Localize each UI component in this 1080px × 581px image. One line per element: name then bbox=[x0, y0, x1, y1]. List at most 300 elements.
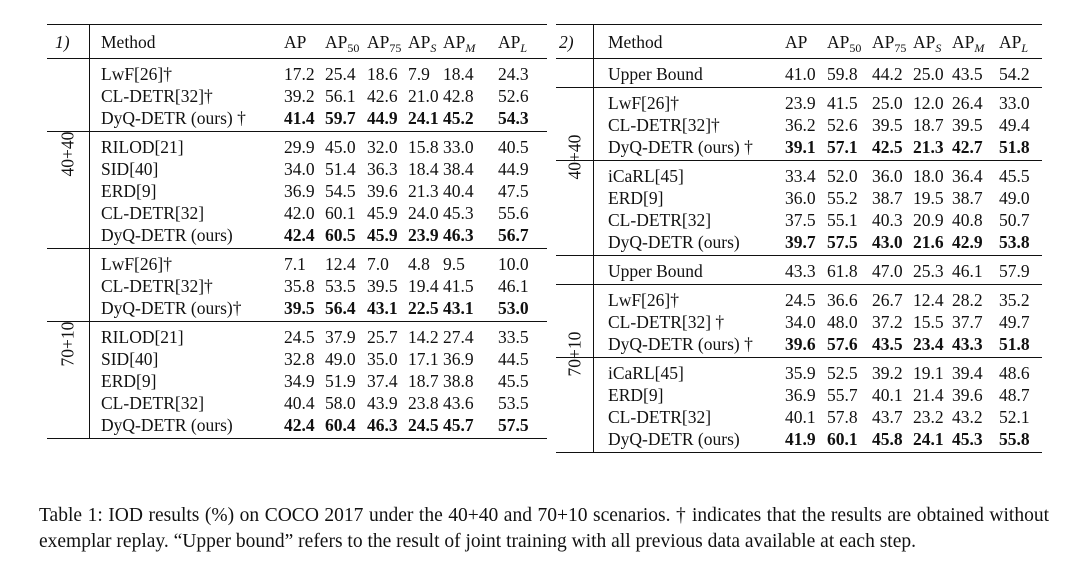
table-row bbox=[556, 406, 1042, 428]
ap50-value: 48.0 bbox=[827, 312, 858, 332]
apm-value: 27.4 bbox=[443, 327, 474, 347]
method-column-header: Method bbox=[101, 32, 156, 52]
ap50-value: 54.5 bbox=[325, 181, 356, 201]
apm-value: 43.3 bbox=[952, 334, 983, 354]
ap-value: 42.4 bbox=[284, 415, 315, 435]
aps-value: 24.0 bbox=[408, 203, 439, 223]
scenario-label: 70+10 bbox=[57, 321, 78, 366]
apm-value: 43.6 bbox=[443, 393, 474, 413]
ap75-header-subscript: 75 bbox=[894, 41, 907, 55]
method-name: DyQ-DETR (ours) bbox=[608, 232, 740, 252]
ap50-value: 51.4 bbox=[325, 159, 356, 179]
ap75-value: 43.0 bbox=[872, 232, 903, 252]
ap50-value: 49.0 bbox=[325, 349, 356, 369]
ap-value: 35.9 bbox=[785, 363, 816, 383]
aps-value: 18.4 bbox=[408, 159, 439, 179]
ap75-header-subscript: 75 bbox=[389, 41, 402, 55]
aps-value: 14.2 bbox=[408, 327, 439, 347]
table-row bbox=[556, 428, 1042, 450]
ap-value: 34.0 bbox=[284, 159, 315, 179]
aps-value: 17.1 bbox=[408, 349, 439, 369]
apm-header-subscript: M bbox=[465, 41, 476, 55]
apm-value: 39.5 bbox=[952, 115, 983, 135]
apl-value: 35.2 bbox=[999, 290, 1030, 310]
apm-value: 9.5 bbox=[443, 254, 465, 274]
ap75-value: 44.2 bbox=[872, 64, 903, 84]
apm-value: 46.1 bbox=[952, 261, 983, 281]
table-row bbox=[556, 136, 1042, 158]
method-name: CL-DETR[32] bbox=[101, 203, 205, 223]
aps-value: 4.8 bbox=[408, 254, 430, 274]
ap-value: 42.4 bbox=[284, 225, 315, 245]
ap75-value: 39.6 bbox=[367, 181, 398, 201]
apl-value: 49.0 bbox=[999, 188, 1030, 208]
aps-column-header bbox=[913, 32, 942, 55]
table-caption: Table 1: IOD results (%) on COCO 2017 under the 40+40 and 70+10 scenarios. † indicates that the results are obtained without exemplar replay. “Upper bound” refers to the result of joint training with all previous data available at each step. bbox=[39, 504, 1049, 552]
method-name: DyQ-DETR (ours) bbox=[608, 429, 740, 449]
ap-value: 41.9 bbox=[785, 429, 816, 449]
apm-column-header bbox=[443, 32, 476, 55]
aps-value: 20.9 bbox=[913, 210, 944, 230]
table-header-row bbox=[47, 25, 547, 58]
apl-value: 52.6 bbox=[498, 86, 529, 106]
aps-value: 21.3 bbox=[408, 181, 439, 201]
table-row bbox=[556, 165, 1042, 187]
apl-column-header bbox=[498, 32, 528, 55]
ap-value: 34.9 bbox=[284, 371, 315, 391]
ap50-value: 12.4 bbox=[325, 254, 356, 274]
table-index-label: 1) bbox=[55, 32, 70, 52]
table-row bbox=[556, 92, 1042, 114]
apm-value: 45.7 bbox=[443, 415, 474, 435]
apl-value: 47.5 bbox=[498, 181, 529, 201]
table-row bbox=[556, 311, 1042, 333]
ap-value: 41.0 bbox=[785, 64, 816, 84]
ap50-value: 52.5 bbox=[827, 363, 858, 383]
apl-value: 52.1 bbox=[999, 407, 1030, 427]
ap50-header-base: AP bbox=[827, 32, 850, 52]
ap50-value: 60.5 bbox=[325, 225, 356, 245]
table-row bbox=[556, 63, 1042, 85]
apm-value: 42.7 bbox=[952, 137, 983, 157]
apl-value: 50.7 bbox=[999, 210, 1030, 230]
apl-value: 55.6 bbox=[498, 203, 529, 223]
apl-value: 49.4 bbox=[999, 115, 1030, 135]
apl-value: 44.9 bbox=[498, 159, 529, 179]
apl-value: 45.5 bbox=[999, 166, 1030, 186]
aps-value: 24.1 bbox=[913, 429, 944, 449]
table-row bbox=[556, 231, 1042, 253]
aps-value: 18.0 bbox=[913, 166, 944, 186]
apm-header-base: AP bbox=[952, 32, 975, 52]
ap-value: 39.2 bbox=[284, 86, 315, 106]
ap50-value: 58.0 bbox=[325, 393, 356, 413]
method-name: RILOD[21] bbox=[101, 137, 184, 157]
ap50-value: 41.5 bbox=[827, 93, 858, 113]
ap75-value: 45.9 bbox=[367, 203, 398, 223]
ap-value: 36.9 bbox=[785, 385, 816, 405]
apm-value: 46.3 bbox=[443, 225, 474, 245]
ap50-value: 25.4 bbox=[325, 64, 356, 84]
apl-header-subscript: L bbox=[1021, 41, 1029, 55]
scenario-block bbox=[47, 59, 547, 248]
aps-value: 19.1 bbox=[913, 363, 944, 383]
ap-value: 41.4 bbox=[284, 108, 315, 128]
method-name: ERD[9] bbox=[101, 371, 157, 391]
ap-value: 24.5 bbox=[284, 327, 315, 347]
ap-value: 39.6 bbox=[785, 334, 816, 354]
aps-header-base: AP bbox=[913, 32, 936, 52]
apl-value: 57.9 bbox=[999, 261, 1030, 281]
ap-column-header: AP bbox=[785, 32, 808, 52]
ap75-header-base: AP bbox=[367, 32, 390, 52]
apl-value: 46.1 bbox=[498, 276, 529, 296]
table-row bbox=[556, 260, 1042, 282]
apm-value: 36.4 bbox=[952, 166, 983, 186]
ap50-value: 51.9 bbox=[325, 371, 356, 391]
method-name: CL-DETR[32]† bbox=[101, 86, 213, 106]
method-group bbox=[47, 59, 547, 131]
method-group bbox=[556, 256, 1042, 284]
table-row bbox=[47, 392, 547, 414]
ap75-value: 25.7 bbox=[367, 327, 398, 347]
scenario-block bbox=[556, 256, 1042, 452]
ap-value: 24.5 bbox=[785, 290, 816, 310]
method-name: DyQ-DETR (ours) bbox=[101, 415, 233, 435]
ap50-value: 59.7 bbox=[325, 108, 356, 128]
aps-value: 25.0 bbox=[913, 64, 944, 84]
results-table-1 bbox=[47, 24, 547, 439]
ap75-value: 18.6 bbox=[367, 64, 398, 84]
ap75-column-header bbox=[367, 32, 402, 55]
ap-value: 42.0 bbox=[284, 203, 315, 223]
ap50-value: 45.0 bbox=[325, 137, 356, 157]
ap-value: 39.5 bbox=[284, 298, 315, 318]
aps-value: 19.4 bbox=[408, 276, 439, 296]
apl-value: 24.3 bbox=[498, 64, 529, 84]
table-row bbox=[47, 370, 547, 392]
aps-value: 23.8 bbox=[408, 393, 439, 413]
column-separator bbox=[89, 25, 90, 58]
table-row bbox=[47, 224, 547, 246]
ap-value: 36.2 bbox=[785, 115, 816, 135]
aps-value: 21.4 bbox=[913, 385, 944, 405]
ap-value: 39.1 bbox=[785, 137, 816, 157]
apm-value: 42.8 bbox=[443, 86, 474, 106]
ap75-value: 39.5 bbox=[367, 276, 398, 296]
method-name: Upper Bound bbox=[608, 261, 703, 281]
method-group bbox=[556, 87, 1042, 160]
ap-column-header: AP bbox=[284, 32, 307, 52]
method-name: CL-DETR[32] bbox=[608, 210, 712, 230]
apm-value: 18.4 bbox=[443, 64, 474, 84]
apm-value: 40.4 bbox=[443, 181, 474, 201]
ap50-value: 60.1 bbox=[325, 203, 356, 223]
method-group bbox=[556, 357, 1042, 452]
aps-value: 21.6 bbox=[913, 232, 944, 252]
ap-value: 36.9 bbox=[284, 181, 315, 201]
aps-value: 15.8 bbox=[408, 137, 439, 157]
apl-column-header bbox=[999, 32, 1029, 55]
table-row bbox=[556, 333, 1042, 355]
ap50-value: 57.8 bbox=[827, 407, 858, 427]
aps-value: 22.5 bbox=[408, 298, 439, 318]
method-name: DyQ-DETR (ours) † bbox=[608, 334, 753, 354]
method-group bbox=[556, 59, 1042, 87]
method-name: CL-DETR[32]† bbox=[101, 276, 213, 296]
method-name: SID[40] bbox=[101, 349, 159, 369]
ap75-value: 46.3 bbox=[367, 415, 398, 435]
apm-value: 38.4 bbox=[443, 159, 474, 179]
ap-value: 39.7 bbox=[785, 232, 816, 252]
apm-header-base: AP bbox=[443, 32, 466, 52]
table-row bbox=[47, 348, 547, 370]
method-group bbox=[47, 249, 547, 321]
ap75-value: 26.7 bbox=[872, 290, 903, 310]
method-name: DyQ-DETR (ours) bbox=[101, 225, 233, 245]
apl-value: 55.8 bbox=[999, 429, 1030, 449]
method-name: iCaRL[45] bbox=[608, 166, 684, 186]
table-row bbox=[47, 158, 547, 180]
ap50-value: 52.0 bbox=[827, 166, 858, 186]
table-row bbox=[47, 414, 547, 436]
ap-value: 43.3 bbox=[785, 261, 816, 281]
ap50-value: 55.2 bbox=[827, 188, 858, 208]
method-column-header: Method bbox=[608, 32, 663, 52]
ap75-value: 45.8 bbox=[872, 429, 903, 449]
ap75-value: 37.2 bbox=[872, 312, 903, 332]
method-group bbox=[556, 284, 1042, 357]
apl-value: 51.8 bbox=[999, 334, 1030, 354]
scenario-block bbox=[556, 59, 1042, 255]
apl-value: 56.7 bbox=[498, 225, 529, 245]
ap75-value: 45.9 bbox=[367, 225, 398, 245]
ap75-value: 43.7 bbox=[872, 407, 903, 427]
table-row bbox=[556, 384, 1042, 406]
ap75-value: 40.1 bbox=[872, 385, 903, 405]
apl-header-subscript: L bbox=[520, 41, 528, 55]
apm-value: 26.4 bbox=[952, 93, 983, 113]
ap75-value: 38.7 bbox=[872, 188, 903, 208]
table-row bbox=[47, 326, 547, 348]
apm-value: 41.5 bbox=[443, 276, 474, 296]
apl-value: 53.0 bbox=[498, 298, 529, 318]
ap75-value: 43.1 bbox=[367, 298, 398, 318]
ap50-value: 55.7 bbox=[827, 385, 858, 405]
ap50-value: 52.6 bbox=[827, 115, 858, 135]
table-row bbox=[556, 209, 1042, 231]
ap-value: 37.5 bbox=[785, 210, 816, 230]
method-name: Upper Bound bbox=[608, 64, 703, 84]
apm-value: 43.2 bbox=[952, 407, 983, 427]
ap75-value: 42.6 bbox=[367, 86, 398, 106]
aps-header-subscript: S bbox=[430, 41, 437, 55]
aps-value: 23.9 bbox=[408, 225, 439, 245]
ap50-value: 37.9 bbox=[325, 327, 356, 347]
ap75-value: 44.9 bbox=[367, 108, 398, 128]
table-bottom-rule bbox=[556, 452, 1042, 453]
table-row bbox=[556, 362, 1042, 384]
method-name: SID[40] bbox=[101, 159, 159, 179]
aps-column-header bbox=[408, 32, 437, 55]
ap75-value: 43.9 bbox=[367, 393, 398, 413]
ap75-value: 43.5 bbox=[872, 334, 903, 354]
aps-value: 12.4 bbox=[913, 290, 944, 310]
method-name: LwF[26]† bbox=[608, 93, 679, 113]
apm-value: 43.5 bbox=[952, 64, 983, 84]
method-name: ERD[9] bbox=[608, 385, 664, 405]
ap50-header-subscript: 50 bbox=[849, 41, 862, 55]
apm-value: 39.4 bbox=[952, 363, 983, 383]
ap50-value: 60.1 bbox=[827, 429, 858, 449]
apl-value: 53.8 bbox=[999, 232, 1030, 252]
aps-value: 12.0 bbox=[913, 93, 944, 113]
apm-value: 42.9 bbox=[952, 232, 983, 252]
apm-value: 43.1 bbox=[443, 298, 474, 318]
aps-value: 23.4 bbox=[913, 334, 944, 354]
apm-value: 38.8 bbox=[443, 371, 474, 391]
ap-value: 7.1 bbox=[284, 254, 306, 274]
ap50-value: 53.5 bbox=[325, 276, 356, 296]
apl-value: 57.5 bbox=[498, 415, 529, 435]
ap-value: 40.4 bbox=[284, 393, 315, 413]
aps-header-base: AP bbox=[408, 32, 431, 52]
table-row bbox=[556, 289, 1042, 311]
table-header-row bbox=[556, 25, 1042, 58]
apl-value: 48.7 bbox=[999, 385, 1030, 405]
apm-value: 45.3 bbox=[443, 203, 474, 223]
method-name: iCaRL[45] bbox=[608, 363, 684, 383]
ap-value: 32.8 bbox=[284, 349, 315, 369]
method-name: RILOD[21] bbox=[101, 327, 184, 347]
ap50-value: 57.5 bbox=[827, 232, 858, 252]
apl-value: 33.0 bbox=[999, 93, 1030, 113]
ap-value: 36.0 bbox=[785, 188, 816, 208]
ap50-header-subscript: 50 bbox=[347, 41, 360, 55]
ap50-column-header bbox=[325, 32, 360, 55]
aps-value: 15.5 bbox=[913, 312, 944, 332]
ap75-header-base: AP bbox=[872, 32, 895, 52]
ap75-value: 40.3 bbox=[872, 210, 903, 230]
aps-header-subscript: S bbox=[935, 41, 942, 55]
results-table-2 bbox=[556, 24, 1042, 453]
apm-value: 36.9 bbox=[443, 349, 474, 369]
apl-value: 40.5 bbox=[498, 137, 529, 157]
apl-value: 33.5 bbox=[498, 327, 529, 347]
method-name: LwF[26]† bbox=[101, 254, 172, 274]
ap50-value: 57.6 bbox=[827, 334, 858, 354]
method-name: DyQ-DETR (ours)† bbox=[101, 298, 242, 318]
aps-value: 24.5 bbox=[408, 415, 439, 435]
table-row bbox=[47, 63, 547, 85]
ap50-value: 57.1 bbox=[827, 137, 858, 157]
ap-value: 17.2 bbox=[284, 64, 315, 84]
apm-value: 45.3 bbox=[952, 429, 983, 449]
apl-value: 44.5 bbox=[498, 349, 529, 369]
table-row bbox=[47, 136, 547, 158]
ap75-value: 36.0 bbox=[872, 166, 903, 186]
table-row bbox=[47, 107, 547, 129]
ap-value: 40.1 bbox=[785, 407, 816, 427]
apm-value: 40.8 bbox=[952, 210, 983, 230]
method-name: CL-DETR[32] bbox=[608, 407, 712, 427]
table-row bbox=[556, 114, 1042, 136]
ap75-column-header bbox=[872, 32, 907, 55]
ap75-value: 25.0 bbox=[872, 93, 903, 113]
apm-value: 28.2 bbox=[952, 290, 983, 310]
table-row bbox=[47, 202, 547, 224]
aps-value: 18.7 bbox=[408, 371, 439, 391]
apm-value: 38.7 bbox=[952, 188, 983, 208]
ap50-value: 61.8 bbox=[827, 261, 858, 281]
apl-value: 54.3 bbox=[498, 108, 529, 128]
ap50-header-base: AP bbox=[325, 32, 348, 52]
apl-header-base: AP bbox=[498, 32, 521, 52]
ap75-value: 47.0 bbox=[872, 261, 903, 281]
apl-value: 54.2 bbox=[999, 64, 1030, 84]
ap50-value: 60.4 bbox=[325, 415, 356, 435]
scenario-label: 70+10 bbox=[564, 331, 584, 377]
scenario-label: 40+40 bbox=[564, 134, 584, 180]
method-group bbox=[47, 131, 547, 248]
method-name: DyQ-DETR (ours) † bbox=[101, 108, 246, 128]
method-name: LwF[26]† bbox=[101, 64, 172, 84]
method-name: CL-DETR[32] bbox=[101, 393, 205, 413]
scenario-block bbox=[47, 249, 547, 438]
method-name: ERD[9] bbox=[101, 181, 157, 201]
ap75-value: 37.4 bbox=[367, 371, 398, 391]
ap-value: 35.8 bbox=[284, 276, 315, 296]
table-row bbox=[556, 187, 1042, 209]
apl-value: 45.5 bbox=[498, 371, 529, 391]
apm-value: 39.6 bbox=[952, 385, 983, 405]
ap-value: 23.9 bbox=[785, 93, 816, 113]
ap75-value: 39.2 bbox=[872, 363, 903, 383]
method-group bbox=[47, 321, 547, 438]
ap50-value: 56.1 bbox=[325, 86, 356, 106]
column-separator bbox=[593, 25, 594, 58]
table-row bbox=[47, 85, 547, 107]
ap-value: 33.4 bbox=[785, 166, 816, 186]
table-bottom-rule bbox=[47, 438, 547, 439]
aps-value: 18.7 bbox=[913, 115, 944, 135]
apl-value: 51.8 bbox=[999, 137, 1030, 157]
ap50-value: 56.4 bbox=[325, 298, 356, 318]
apm-value: 33.0 bbox=[443, 137, 474, 157]
table-row bbox=[47, 275, 547, 297]
method-name: LwF[26]† bbox=[608, 290, 679, 310]
aps-value: 21.0 bbox=[408, 86, 439, 106]
ap75-value: 39.5 bbox=[872, 115, 903, 135]
method-name: ERD[9] bbox=[608, 188, 664, 208]
apm-header-subscript: M bbox=[974, 41, 985, 55]
apl-value: 53.5 bbox=[498, 393, 529, 413]
apl-value: 49.7 bbox=[999, 312, 1030, 332]
apl-value: 10.0 bbox=[498, 254, 529, 274]
aps-value: 19.5 bbox=[913, 188, 944, 208]
ap50-value: 59.8 bbox=[827, 64, 858, 84]
table-index-label: 2) bbox=[559, 32, 574, 52]
ap50-value: 55.1 bbox=[827, 210, 858, 230]
apm-value: 45.2 bbox=[443, 108, 474, 128]
ap75-value: 7.0 bbox=[367, 254, 389, 274]
apm-value: 37.7 bbox=[952, 312, 983, 332]
ap75-value: 35.0 bbox=[367, 349, 398, 369]
ap-value: 34.0 bbox=[785, 312, 816, 332]
method-group bbox=[556, 160, 1042, 255]
method-name: DyQ-DETR (ours) † bbox=[608, 137, 753, 157]
table-row bbox=[47, 253, 547, 275]
